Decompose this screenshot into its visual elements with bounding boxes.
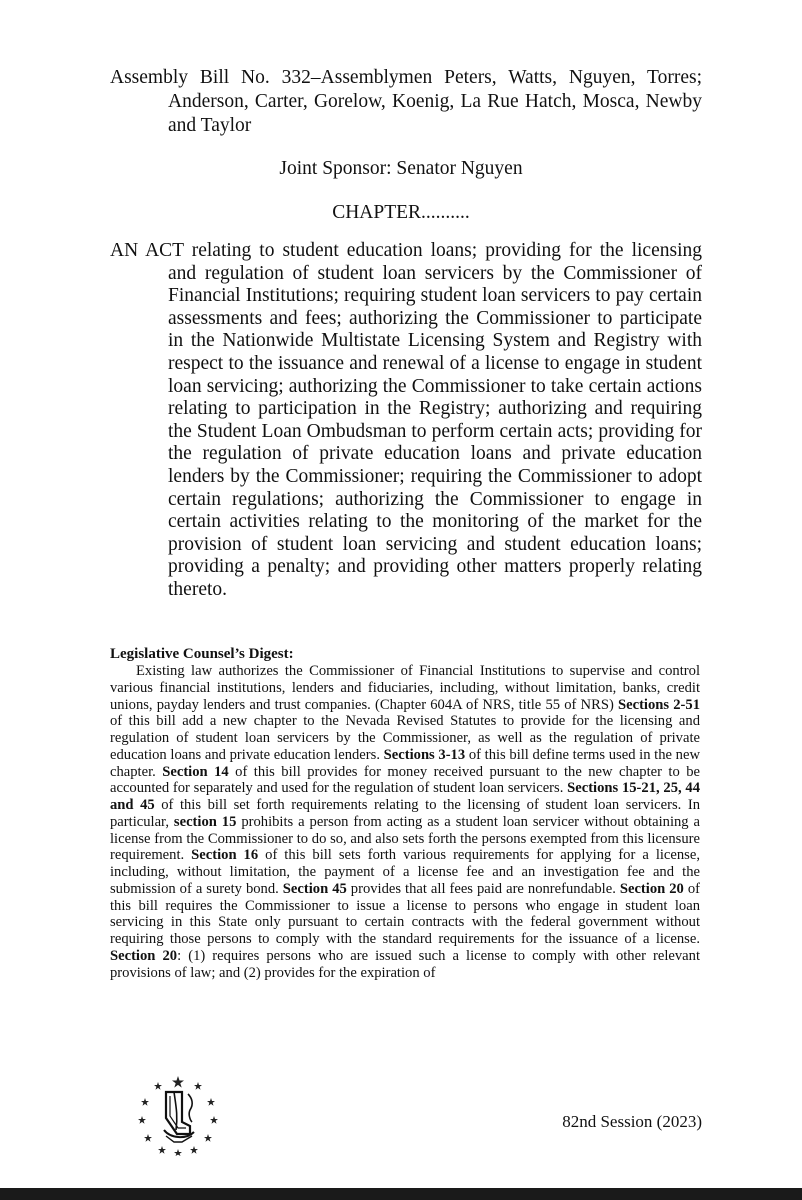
digest-text: Existing law authorizes the Commissioner of Financial Institutions to supervise and control various financial institutions, lenders and fiduciaries, including, without limitation, banks, credit unions, payday lenders and trust companies. (Chapter 604A of NRS, title 55 of NRS) xyxy=(110,663,700,713)
digest-section-reference: Sections 3-13 xyxy=(383,746,466,763)
digest-section-reference: Section 16 xyxy=(191,847,259,864)
digest-text: of this bill provides for money received pursuant to the new chapter to be accounted for separately and used for the regulation of student loan servicers. xyxy=(110,763,700,797)
digest-text: of this bill sets forth various requirements for applying for a license, including, without limitation, the payment of a license fee and an investigation fee and the submission of a surety bond. xyxy=(110,847,700,897)
chapter-heading: CHAPTER.......... xyxy=(332,202,470,223)
digest-text: of this bill set forth requirements relating to the licensing of student loan servicers. In particular, xyxy=(110,797,700,830)
digest-section-reference: Section 45 xyxy=(282,880,347,897)
bottom-edge-bar xyxy=(0,1188,802,1200)
digest-section-reference: Sections 2-51 xyxy=(618,696,701,713)
digest-text: of this bill add a new chapter to the Nevada Revised Statutes to provide for the licensing and regulation of student loan servicers by the Commissioner, as well as the regulation of private education loans and private education lenders. xyxy=(110,713,700,763)
digest-body xyxy=(110,663,700,981)
digest-section-reference: Section 14 xyxy=(162,763,229,780)
digest-section-reference: Sections 15-21, 25, 44 and 45 xyxy=(110,780,700,813)
legislative-digest xyxy=(110,646,700,981)
digest-section-reference: Section 20 xyxy=(110,947,178,964)
digest-section-reference: section 15 xyxy=(173,813,237,830)
bill-title-block xyxy=(110,66,702,138)
digest-text: of this bill define terms used in the new chapter. xyxy=(110,746,700,780)
joint-sponsor: Joint Sponsor: Senator Nguyen xyxy=(279,158,523,179)
bill-title: Assembly Bill No. 332–Assemblymen Peters, Watts, Nguyen, Torres; Anderson, Carter, Gorelow, Koenig, La Rue Hatch, Mosca, Newby and Taylor xyxy=(110,67,702,136)
digest-section-reference: Section 20 xyxy=(619,880,684,897)
digest-heading: Legislative Counsel’s Digest: xyxy=(110,646,294,662)
session-label: 82nd Session (2023) xyxy=(562,1112,702,1131)
digest-text: prohibits a person from acting as a student loan servicer without obtaining a license from the Commissioner to do so, and also sets forth the persons exempted from this licensure requirement. xyxy=(110,813,700,864)
act-description: AN ACT relating to student education loans; providing for the licensing and regulation of student loan servicers by the Commissioner of Financial Institutions; requiring student loan servicers to pay certain assessments and fees; authorizing the Commissioner to participate in the Nationwide Multistate Licensing System and Registry with respect to the issuance and renewal of a license to engage in student loan servicing; authorizing the Commissioner to take certain actions relating to participation in the Registry; authorizing and requiring the Student Loan Ombudsman to perform certain acts; providing for the regulation of private education loans and private education lenders by the Commissioner; requiring the Commissioner to adopt certain regulations; authorizing the Commissioner to engage in certain activities relating to the monitoring of the market for the provision of student loan servicing and student education loans; providing a penalty; and providing other matters properly relating thereto. xyxy=(110,240,702,600)
digest-text: of this bill requires the Commissioner to issue a license to persons who engage in student loan servicing in this State only pursuant to certain contracts with the federal government without requiring those persons to comply with the standard requirements for the issuance of a license. xyxy=(110,880,700,947)
digest-text: : (1) requires persons who are issued such a license to comply with other relevant provisions of law; and (2) provides for the expiration of xyxy=(110,947,700,981)
digest-text: provides that all fees paid are nonrefundable. xyxy=(346,880,620,897)
nevada-state-seal-icon xyxy=(136,1072,220,1156)
